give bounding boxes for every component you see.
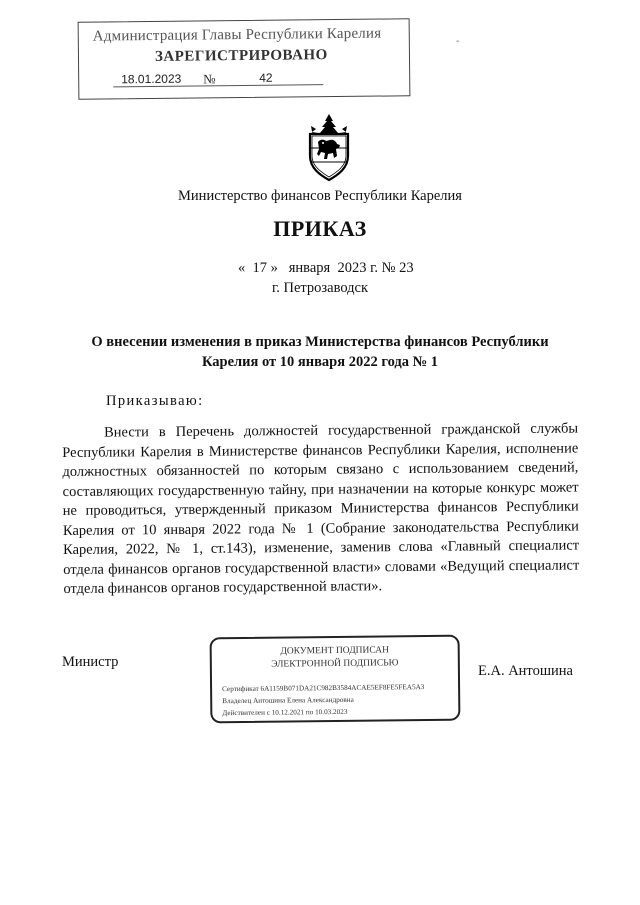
order-directive-word: Приказываю: <box>106 393 204 409</box>
order-body-paragraph: Внести в Перечень должностей государственной гражданской службы Республики Карелия в Министерстве финансов Республики Карелия, исполнение должностных обязанностей по которым связано с использованием сведений, составляющих государственную тайну, при назначении на которые конкурс может не проводиться, утвержденный приказом Министерства финансов Республики Карелия от 10 января 2022 года № 1 (Собрание законодательства Республики Карелия, 2022, № 1, ст.143), изменение, заменив слова «Главный специалист отдела финансов органов государственной власти» словами «Ведущий специалист отдела финансов органов государственной власти». <box>62 420 580 597</box>
registration-stamp <box>78 18 411 99</box>
order-date-number: « 17 » января 2023 г. № 23 <box>238 260 414 276</box>
karelia-coat-of-arms-icon <box>300 112 358 182</box>
registration-date: 18.01.2023 <box>121 71 182 87</box>
scan-mark: - <box>456 36 460 47</box>
esignature-header-line1: ДОКУМЕНТ ПОДПИСАН <box>280 645 390 657</box>
esignature-owner: Владелец Антошина Елена Александровна <box>222 695 354 706</box>
registration-number: 42 <box>259 70 273 85</box>
registration-number-label: № <box>203 71 216 87</box>
ministry-name: Министерство финансов Республики Карелия <box>178 188 462 204</box>
esignature-header-line2: ЭЛЕКТРОННОЙ ПОДПИСЬЮ <box>271 658 399 670</box>
esignature-certificate: Сертификат 6A1159B071DA21C982B3584ACAE5EF8FE5FEA5A3 <box>222 683 425 694</box>
signatory-name: Е.А. Антошина <box>478 663 573 679</box>
order-subject: О внесении изменения в приказ Министерства финансов Республики Карелия от 10 января 2022 года № 1 <box>91 334 549 370</box>
order-city: г. Петрозаводск <box>271 280 369 296</box>
document-type-title: ПРИКАЗ <box>273 216 367 241</box>
esignature-validity: Действителен с 10.12.2021 по 10.03.2023 <box>222 707 348 718</box>
signatory-title: Министр <box>62 654 119 670</box>
registration-stamp-status: ЗАРЕГИСТРИРОВАНО <box>154 47 328 65</box>
electronic-signature-stamp <box>210 635 461 724</box>
registration-stamp-authority: Администрация Главы Республики Карелия <box>92 25 382 45</box>
